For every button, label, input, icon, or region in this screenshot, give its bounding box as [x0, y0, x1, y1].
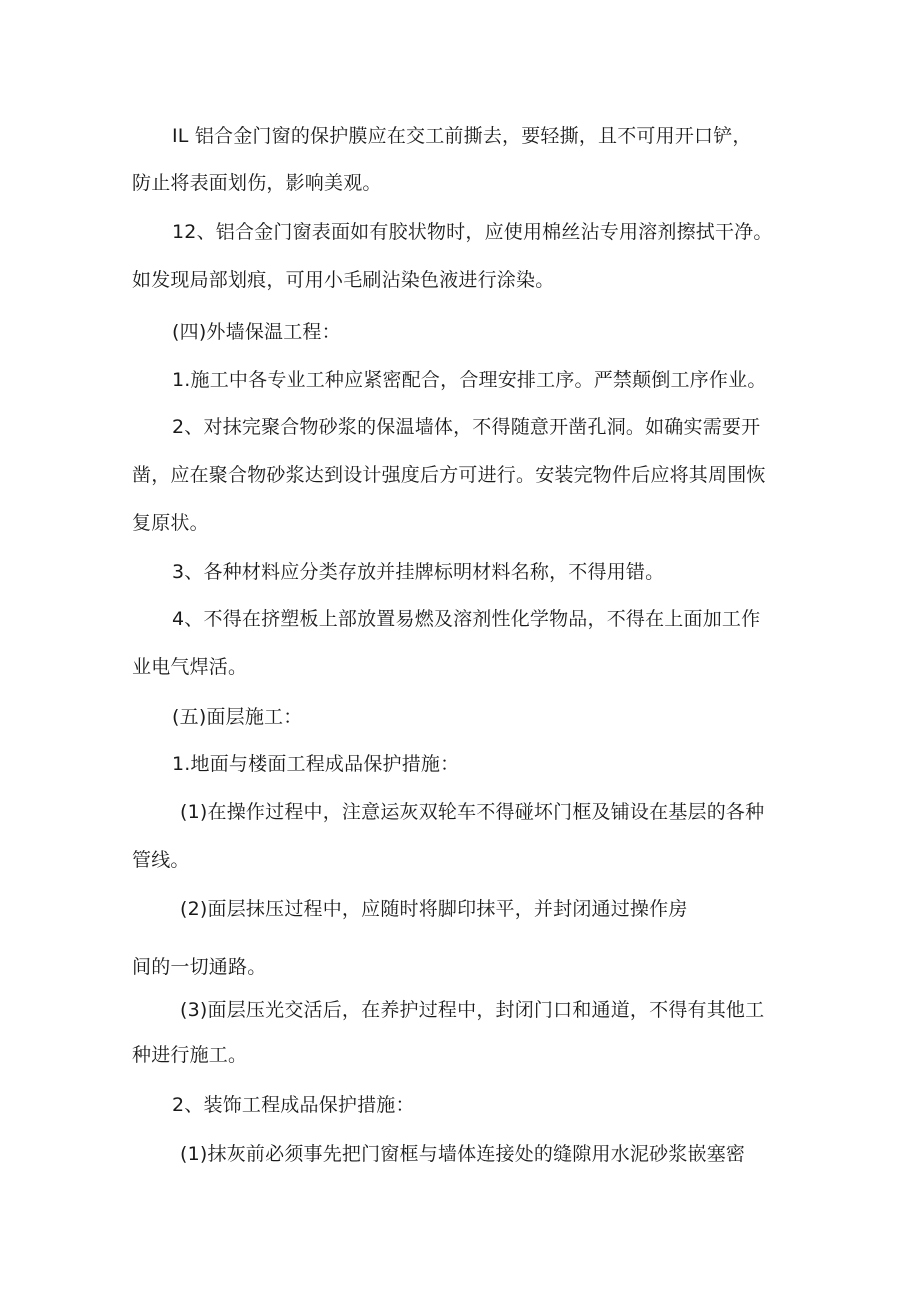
text-line: (1)抹灰前必须事先把门窗框与墙体连接处的缝隙用水泥砂浆嵌塞密 — [180, 1143, 746, 1165]
section-heading: 2、装饰工程成品保护措施： — [172, 1094, 415, 1116]
text-line: (2)面层抹压过程中，应随时将脚印抹平，并封闭通过操作房 — [180, 898, 688, 920]
section-heading: (四)外墙保温工程： — [172, 321, 341, 343]
text-line: 如发现局部划痕，可用小毛刷沾染色液进行涂染。 — [132, 269, 555, 291]
text-line: (3)面层压光交活后，在养护过程中，封闭门口和通道，不得有其他工 — [180, 999, 765, 1021]
text-line: 4、不得在挤塑板上部放置易燃及溶剂性化学物品，不得在上面加工作 — [172, 608, 761, 630]
text-line: 复原状。 — [132, 512, 209, 534]
text-line: 12、铝合金门窗表面如有胶状物时，应使用棉丝沾专用溶剂擦拭干净。 — [172, 221, 773, 243]
text-line: 间的一切通路。 — [132, 956, 267, 978]
text-line: 种进行施工。 — [132, 1044, 248, 1066]
text-line: 业电气焊活。 — [132, 656, 248, 678]
text-line: (1)在操作过程中，注意运灰双轮车不得碰坏门框及铺设在基层的各种 — [180, 801, 765, 823]
text-line: 防止将表面划伤，影响美观。 — [132, 172, 382, 194]
text-line: IL 铝合金门窗的保护膜应在交工前撕去，要轻撕，且不可用开口铲， — [172, 125, 752, 147]
text-line: 1.施工中各专业工种应紧密配合，合理安排工序。严禁颠倒工序作业。 — [172, 369, 767, 391]
text-line: 3、各种材料应分类存放并挂牌标明材料名称，不得用错。 — [172, 561, 665, 583]
text-line: 凿，应在聚合物砂浆达到设计强度后方可进行。安装完物件后应将其周围恢 — [132, 464, 766, 486]
text-line: 管线。 — [132, 849, 190, 871]
text-line: 2、对抹完聚合物砂浆的保温墙体，不得随意开凿孔洞。如确实需要开 — [172, 416, 761, 438]
section-heading: (五)面层施工： — [172, 706, 303, 728]
text-line: 1.地面与楼面工程成品保护措施： — [172, 753, 460, 775]
